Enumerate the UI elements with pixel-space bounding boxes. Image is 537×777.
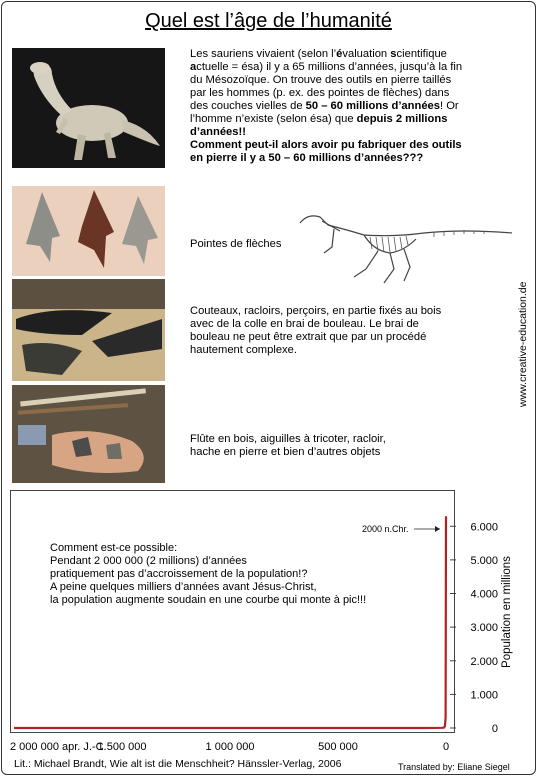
chart-text-line: A peine quelques milliers d’années avant Jésus-Christ,: [50, 581, 317, 593]
chart-text-line: la population augmente soudain en une courbe qui monte à pic!!!: [50, 594, 367, 606]
intro-text: Les sauriens vivaient (selon l’évaluation scientifique actuelle = ésa) il y a 65 millions d’années, jusqu’à la fin du Mésozoïque. On trouve des outils en pierre taillés par les hommes (p. ex. des pointes de flèches) dans des couches vielles de 50 – 60 millions d’années! Or l’homme n’existe (selon ésa) que depuis 2 millions d’années!! Comment peut-il alors avoir pu fabriquer des outils en pierre il y a 50 – 60 millions d’années???: [190, 48, 463, 164]
population-chart: [10, 490, 530, 753]
scrapers-photo: [12, 279, 165, 381]
chart-text-line: Pendant 2 000 000 (2 millions) d’années: [50, 555, 247, 567]
translator-credit: Translated by: Eliane Siegel: [398, 762, 510, 772]
y-tick-label: 1.000: [470, 689, 498, 702]
website-credit: www.creative-education.de: [517, 281, 529, 407]
x-tick-label: 2 000 000 apr. J.-C.: [10, 741, 107, 753]
y-tick-label: 4.000: [470, 588, 498, 601]
y-axis-label: Population en millions: [501, 556, 513, 668]
caption-arrowheads: Pointes de flèches: [190, 238, 282, 250]
population-chart-svg: [10, 490, 530, 753]
caption-scrapers: Couteaux, racloirs, perçoirs, en partie fixés au bois avec de la colle en brai de bouleau. Le brai de bouleau ne peut être extrait que par un procédé hautement complexe.: [190, 305, 442, 356]
y-tick-label: 3.000: [470, 622, 498, 635]
y-tick-label: 5.000: [470, 554, 498, 567]
chart-text-line: Comment est-ce possible:: [50, 542, 178, 554]
reference-text: Lit.: Michael Brandt, Wie alt ist die Menschheit? Hänssler-Verlag, 2006: [14, 758, 342, 770]
y-tick-label: 0: [491, 723, 498, 735]
arrowheads-photo: [12, 186, 165, 276]
caption-tools: Flûte en bois, aiguilles à tricoter, racloir, hache en pierre et bien d’autres objets: [190, 433, 386, 458]
page: [1, 1, 536, 775]
x-tick-label: 1 500 000: [97, 741, 147, 753]
intro-question: Comment peut-il alors avoir pu fabriquer des outils en pierre il y a 50 – 60 millions d’années???: [190, 139, 462, 164]
x-tick-label: 0: [442, 741, 450, 753]
y-tick-label: 2.000: [470, 655, 498, 668]
page-title: Quel est l’âge de l’humanité: [145, 10, 392, 32]
chart-text-line: pratiquement pas d’accroissement de la population!?: [50, 568, 308, 580]
x-tick-label: 1 000 000: [205, 741, 255, 753]
dinosaur-photo: [12, 48, 165, 168]
y-tick-label: 6.000: [470, 521, 498, 534]
annotation-arrowhead: [435, 526, 440, 532]
x-tick-label: 500 000: [318, 741, 358, 753]
annotation-label: 2000 n.Chr.: [362, 524, 409, 534]
dinosaur-skeleton-drawing: [294, 207, 516, 287]
tools-photo: [12, 385, 165, 483]
